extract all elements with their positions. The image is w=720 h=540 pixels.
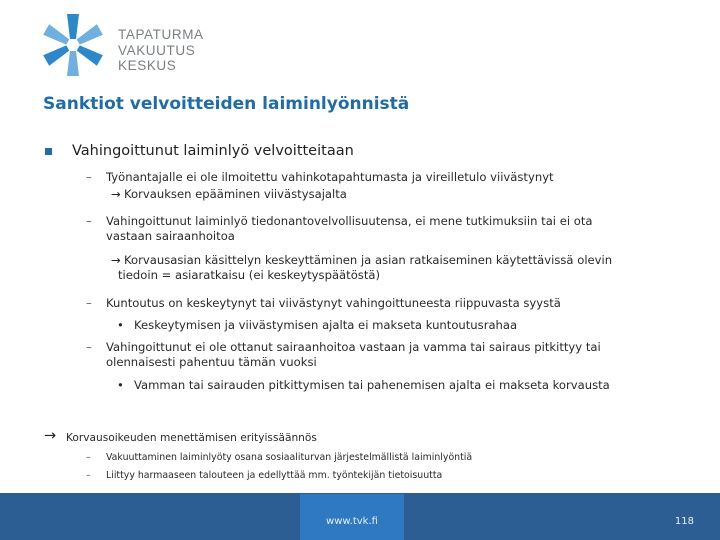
dash-icon: – (86, 170, 92, 184)
arrow-right-icon: → (111, 253, 121, 267)
list-item-1-consequence: Korvauksen epääminen viivästysajalta (124, 187, 347, 201)
page-number: 118 (674, 516, 694, 527)
section2-item-1: Vakuuttaminen laiminlyöty osana sosiaaliturvan järjestelmällistä laiminlyöntiä (106, 452, 473, 463)
list-item-4-line-2: olennaisesti pahentuu tämän vuoksi (106, 355, 317, 369)
list-item-3-line-1: Kuntoutus on keskeytynyt tai viivästynyt vahingoittuneesta riippuvasta syystä (106, 296, 561, 310)
logo-line-1: TAPATURMA (118, 27, 204, 42)
dash-icon: – (86, 296, 92, 310)
arrow-right-icon: → (111, 187, 121, 201)
dash-icon: – (86, 340, 92, 354)
arrow-right-icon: → (44, 428, 57, 444)
list-item-4-line-1: Vahingoittunut ei ole ottanut sairaanhoitoa vastaan ja vamma tai sairaus pitkittyy tai (106, 340, 601, 354)
dash-icon: – (86, 470, 91, 481)
list-item-1-line-1: Työnantajalle ei ole ilmoitettu vahinkotapahtumasta ja vireilletulo viivästynyt (106, 170, 554, 184)
dash-icon: – (86, 452, 91, 463)
tvk-star-logo-icon (40, 12, 106, 78)
logo-wordmark (118, 27, 204, 74)
logo-line-2: VAKUUTUS (118, 42, 196, 58)
list-item-2-consequence-line-1: Korvausasian käsittelyn keskeyttäminen ja asian ratkaiseminen käytettävissä olevin (124, 253, 613, 267)
footer-url-link[interactable]: www.tvk.fi (326, 516, 378, 527)
list-item-3-consequence: Keskeytymisen ja viivästymisen ajalta ei makseta kuntoutusrahaa (134, 318, 518, 332)
list-item-2-line-2: vastaan sairaanhoitoa (106, 229, 235, 243)
list-item-2-line-1: Vahingoittunut laiminlyö tiedonantovelvollisuutensa, ei mene tutkimuksiin tai ei ota (106, 214, 593, 228)
square-bullet-icon (45, 148, 52, 155)
list-item-2-consequence-line-2: tiedoin = asiaratkaisu (ei keskeytyspäätöstä) (118, 268, 381, 282)
logo-line-3: KESKUS (118, 58, 177, 73)
section2-item-2: Liittyy harmaaseen talouteen ja edellyttää mm. työntekijän tietoisuutta (106, 470, 443, 481)
list-item-4-consequence: Vamman tai sairauden pitkittymisen tai pahenemisen ajalta ei makseta korvausta (134, 378, 610, 392)
dash-icon: – (86, 214, 92, 228)
bullet-dot-icon: • (117, 318, 124, 332)
main-bullet-text: Vahingoittunut laiminlyö velvoitteitaan (72, 143, 354, 159)
page-title: Sanktiot velvoitteiden laiminlyönnistä (43, 94, 410, 114)
section2-heading: Korvausoikeuden menettämisen erityissäännös (66, 432, 317, 444)
bullet-dot-icon: • (117, 378, 124, 392)
